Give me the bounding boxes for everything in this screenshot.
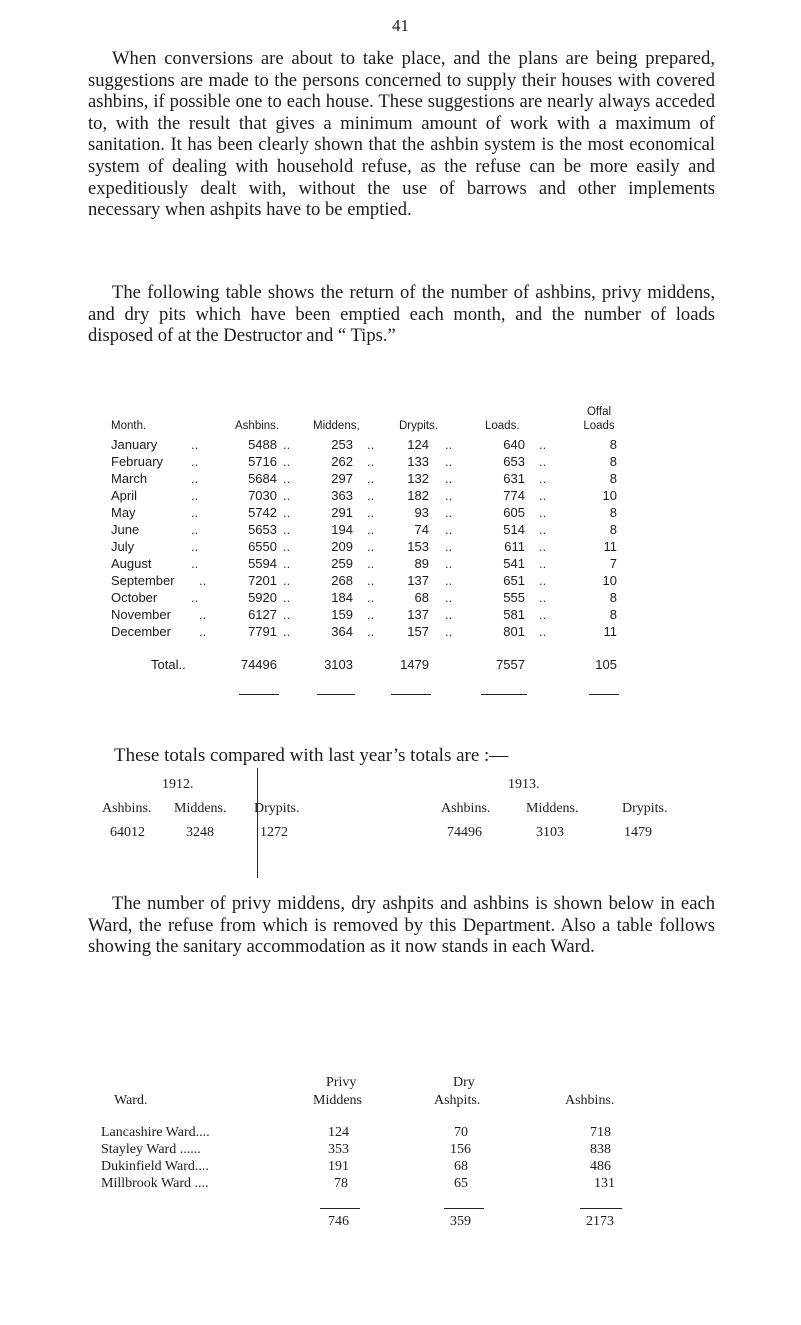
middens-cell: 363 <box>331 488 353 503</box>
ashbins-cell: 718 <box>590 1125 611 1140</box>
loads-cell: 653 <box>503 454 525 469</box>
offal-cell: 10 <box>602 488 617 503</box>
year-1912: 1912. <box>162 777 194 792</box>
ashbins-cell: 6550 <box>248 539 277 554</box>
middens-cell: 253 <box>331 437 353 452</box>
ashbins-cell: 5920 <box>248 590 277 605</box>
table-row: November .. 6127 .. 159 .. 137 .. 581 .. 8 <box>111 607 617 622</box>
ward-name: Lancashire Ward.... <box>101 1125 210 1140</box>
value-middens-1913: 3103 <box>536 825 564 840</box>
paragraph-table-intro: The following table shows the return of the number of ashbins, privy middens, and dry pits which have been emptied each month, and the number of loads disposed of at the Destructor and “ Tips.” <box>88 282 715 347</box>
table-row: July .. 6550 .. 209 .. 153 .. 611 .. 11 <box>111 539 617 554</box>
middens-cell: 291 <box>331 505 353 520</box>
middens-cell: 259 <box>331 556 353 571</box>
total-rule <box>481 694 527 695</box>
offal-cell: 10 <box>602 573 617 588</box>
ashbins-cell: 5716 <box>248 454 277 469</box>
loads-cell: 631 <box>503 471 525 486</box>
ashbins-cell: 7791 <box>248 624 277 639</box>
table-row: February .. 5716 .. 262 .. 133 .. 653 .. 8 <box>111 454 617 469</box>
value-ashbins-1913: 74496 <box>447 825 482 840</box>
loads-cell: 514 <box>503 522 525 537</box>
table-row: August .. 5594 .. 259 .. 89 .. 541 .. 7 <box>111 556 617 571</box>
ashbins-cell: 6127 <box>248 607 277 622</box>
comparison-intro: These totals compared with last year’s totals are :— <box>114 745 509 766</box>
middens-cell: 184 <box>331 590 353 605</box>
month-cell: November <box>111 607 171 622</box>
total-privy: 746 <box>328 1214 349 1229</box>
drypits-cell: 132 <box>407 471 429 486</box>
value-drypits-1913: 1479 <box>624 825 652 840</box>
header-ward: Ward. <box>114 1093 148 1108</box>
offal-cell: 11 <box>603 624 617 639</box>
table-row: October .. 5920 .. 184 .. 68 .. 555 .. 8 <box>111 590 617 605</box>
month-cell: July <box>111 539 135 554</box>
table-row: May .. 5742 .. 291 .. 93 .. 605 .. 8 <box>111 505 617 520</box>
table-row: June .. 5653 .. 194 .. 74 .. 514 .. 8 <box>111 522 617 537</box>
month-cell: June <box>111 522 140 537</box>
month-cell: February <box>111 454 164 469</box>
ashbins-cell: 7201 <box>248 573 277 588</box>
value-ashbins-1912: 64012 <box>110 825 145 840</box>
ashbins-cell: 838 <box>590 1142 611 1157</box>
label-middens-1913: Middens. <box>526 801 579 816</box>
dry-cell: 156 <box>450 1142 471 1157</box>
total-ashbins: 2173 <box>586 1214 614 1229</box>
paragraph-ward-intro: The number of privy middens, dry ashpits and ashbins is shown below in each Ward, the refuse from which is removed by this Department. Also a table follows showing the sanitary accommodation as it now stands in each Ward. <box>88 893 715 958</box>
total-loads: 7557 <box>496 657 525 672</box>
header-middens: Middens, <box>313 420 360 432</box>
table-row: September .. 7201 .. 268 .. 137 .. 651 .. 10 <box>111 573 617 588</box>
header-month: Month. <box>111 420 147 432</box>
month-cell: April <box>111 488 138 503</box>
drypits-cell: 93 <box>414 505 429 520</box>
table-row: January .. 5488 .. 253 .. 124 .. 640 .. 8 <box>111 437 617 452</box>
middens-cell: 262 <box>331 454 353 469</box>
label-ashbins-1913: Ashbins. <box>441 801 491 816</box>
value-middens-1912: 3248 <box>186 825 214 840</box>
middens-cell: 209 <box>331 539 353 554</box>
total-rule <box>589 694 619 695</box>
header-dry: Dry <box>453 1075 475 1090</box>
middens-cell: 194 <box>331 522 353 537</box>
header-privy: Privy <box>326 1075 357 1090</box>
ward-name: Stayley Ward ...... <box>101 1142 201 1157</box>
label-ashbins-1912: Ashbins. <box>102 801 152 816</box>
dry-cell: 68 <box>454 1159 468 1174</box>
drypits-cell: 68 <box>414 590 429 605</box>
offal-cell: 8 <box>609 607 617 622</box>
loads-cell: 555 <box>503 590 525 605</box>
privy-cell: 353 <box>328 1142 349 1157</box>
offal-cell: 8 <box>609 437 617 452</box>
ward-name: Dukinfield Ward.... <box>101 1159 209 1174</box>
table-row: April .. 7030 .. 363 .. 182 .. 774 .. 10 <box>111 488 617 503</box>
total-label: Total.. <box>151 657 186 672</box>
ashbins-cell: 5488 <box>248 437 277 452</box>
month-cell: January <box>111 437 158 452</box>
loads-cell: 541 <box>503 556 525 571</box>
monthly-table-header <box>111 395 761 436</box>
header-loads: Loads. <box>485 420 520 432</box>
total-rule <box>580 1208 622 1209</box>
offal-cell: 8 <box>609 471 617 486</box>
loads-cell: 640 <box>503 437 525 452</box>
ashbins-cell: 5594 <box>248 556 277 571</box>
middens-cell: 268 <box>331 573 353 588</box>
drypits-cell: 74 <box>414 522 429 537</box>
offal-cell: 11 <box>603 539 617 554</box>
loads-cell: 651 <box>503 573 525 588</box>
drypits-cell: 157 <box>407 624 429 639</box>
dry-cell: 65 <box>454 1176 468 1191</box>
total-middens: 3103 <box>324 657 353 672</box>
header-dry-ashpits: Ashpits. <box>434 1093 481 1108</box>
header-offal-loads: Loads <box>583 420 615 432</box>
month-cell: August <box>111 556 152 571</box>
label-drypits-1912: Drypits. <box>254 801 300 816</box>
ashbins-cell: 7030 <box>248 488 277 503</box>
middens-cell: 364 <box>331 624 353 639</box>
total-offal: 105 <box>595 657 617 672</box>
offal-cell: 8 <box>609 454 617 469</box>
header-ashbins: Ashbins. <box>565 1093 615 1108</box>
month-cell: March <box>111 471 148 486</box>
drypits-cell: 182 <box>407 488 429 503</box>
loads-cell: 611 <box>504 539 525 554</box>
ashbins-cell: 5653 <box>248 522 277 537</box>
ashbins-cell: 486 <box>590 1159 611 1174</box>
total-rule <box>320 1208 360 1209</box>
loads-cell: 605 <box>503 505 525 520</box>
total-rule <box>317 694 355 695</box>
total-rule <box>391 694 431 695</box>
total-drypits: 1479 <box>400 657 429 672</box>
offal-cell: 8 <box>609 522 617 537</box>
drypits-cell: 137 <box>407 573 429 588</box>
paragraph-ashbin-system: When conversions are about to take place, and the plans are being prepared, suggestions are made to the persons concerned to supply their houses with covered ashbins, if possible one to each house. These suggestions are nearly always acceded to, with the result that gives a minimum amount of work with a maximum of sanitation. It has been clearly shown that the ashbin system is the most economical system of dealing with household refuse, as the refuse can be more easily and expeditiously dealt with, without the use of barrows and other implements necessary when ashpits have to be emptied. <box>88 48 715 221</box>
ashbins-cell: 131 <box>594 1176 615 1191</box>
total-row <box>111 654 761 676</box>
month-cell: December <box>111 624 171 639</box>
offal-cell: 7 <box>609 556 617 571</box>
offal-cell: 8 <box>609 590 617 605</box>
drypits-cell: 124 <box>407 437 429 452</box>
privy-cell: 191 <box>328 1159 349 1174</box>
page-number: 41 <box>392 16 409 35</box>
privy-cell: 124 <box>328 1125 349 1140</box>
monthly-returns-table <box>111 395 761 676</box>
total-rule <box>239 694 279 695</box>
dry-cell: 70 <box>454 1125 468 1140</box>
ashbins-cell: 5742 <box>248 505 277 520</box>
month-cell: May <box>111 505 136 520</box>
drypits-cell: 153 <box>407 539 429 554</box>
header-privy-middens: Middens <box>313 1093 362 1108</box>
month-cell: September <box>111 573 175 588</box>
drypits-cell: 133 <box>407 454 429 469</box>
offal-cell: 8 <box>609 505 617 520</box>
loads-cell: 774 <box>503 488 525 503</box>
comparison-block <box>102 773 714 878</box>
table-row: March .. 5684 .. 297 .. 132 .. 631 .. 8 <box>111 471 617 486</box>
drypits-cell: 137 <box>407 607 429 622</box>
header-offal: Offal <box>586 406 612 418</box>
year-1913: 1913. <box>508 777 540 792</box>
table-row: December .. 7791 .. 364 .. 157 .. 801 .. 11 <box>111 624 617 639</box>
privy-cell: 78 <box>334 1176 348 1191</box>
total-ashbins: 74496 <box>240 657 277 672</box>
ward-name: Millbrook Ward .... <box>101 1176 209 1191</box>
label-middens-1912: Middens. <box>174 801 227 816</box>
loads-cell: 581 <box>503 607 525 622</box>
month-cell: October <box>111 590 158 605</box>
ashbins-cell: 5684 <box>248 471 277 486</box>
total-rule <box>444 1208 484 1209</box>
header-drypits: Drypits. <box>399 420 438 432</box>
drypits-cell: 89 <box>414 556 429 571</box>
value-drypits-1912: 1272 <box>260 825 288 840</box>
loads-cell: 801 <box>503 624 525 639</box>
total-dry: 359 <box>450 1214 471 1229</box>
label-drypits-1913: Drypits. <box>622 801 668 816</box>
middens-cell: 297 <box>331 471 353 486</box>
header-ashbins: Ashbins. <box>235 420 280 432</box>
middens-cell: 159 <box>331 607 353 622</box>
